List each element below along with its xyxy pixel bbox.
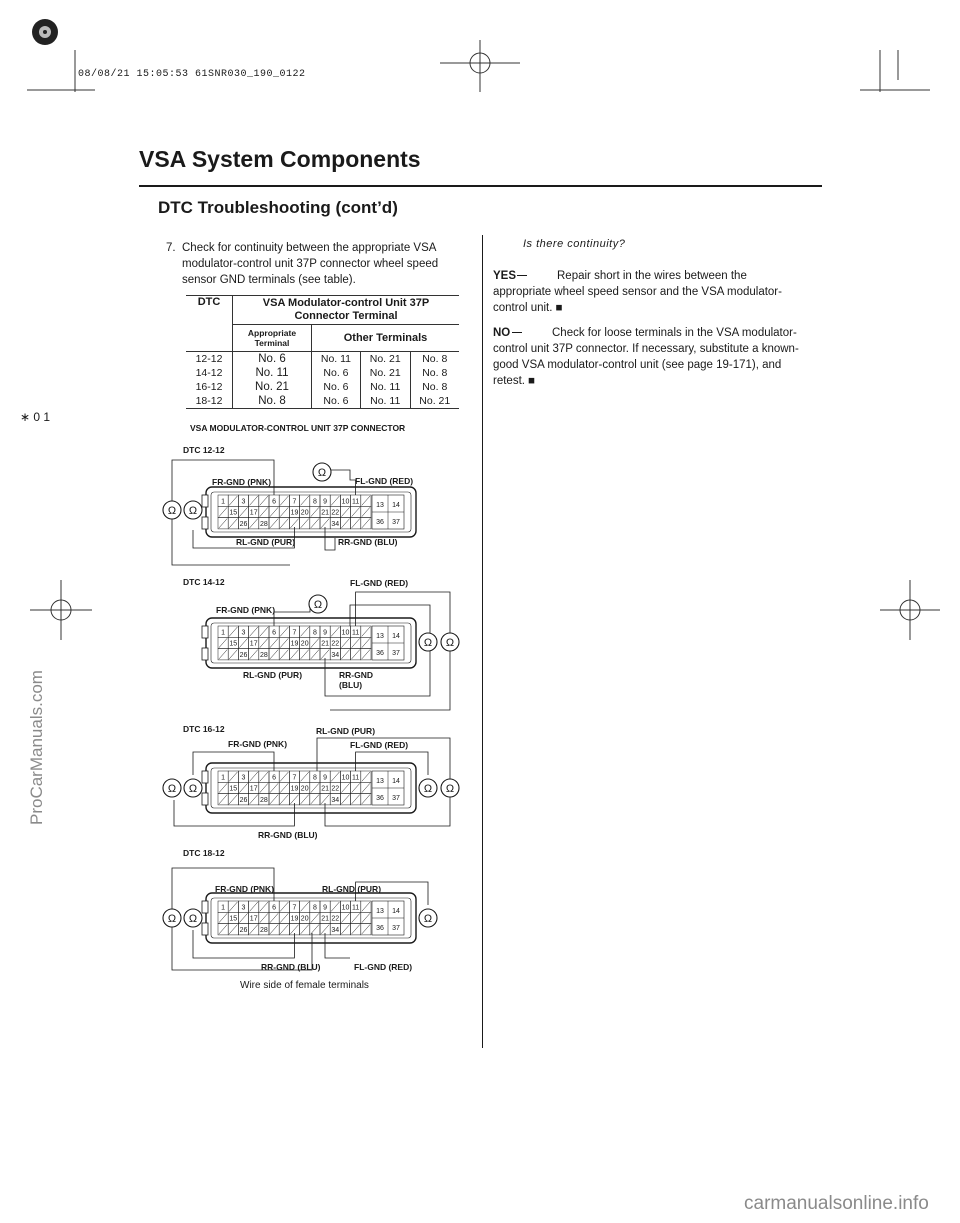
pin-number: 19	[290, 509, 299, 517]
no-label: NO	[493, 327, 511, 339]
yes-label: YES	[493, 270, 517, 282]
wire-label: FL-GND (RED)	[350, 578, 409, 588]
pin-number: 1	[221, 498, 226, 506]
ohmmeter-icon	[441, 633, 459, 651]
pin-number: 36	[376, 795, 384, 802]
pin-number: 19	[290, 785, 299, 793]
col-appropriate-header: Appropriate Terminal	[233, 325, 312, 352]
pin-number: 13	[376, 778, 384, 785]
step-number: 7.	[166, 242, 176, 254]
wire-label: FR-GND (PNK)	[215, 884, 275, 894]
pin-number: 9	[323, 774, 328, 782]
pin-number: 36	[376, 925, 384, 932]
pin-number: 37	[392, 795, 400, 802]
svg-text:Ω: Ω	[423, 913, 433, 925]
pin-number: 11	[352, 904, 360, 912]
pin-number: 17	[249, 915, 258, 923]
wire-label: RR-GND	[339, 670, 373, 680]
ohmmeter-icon	[184, 909, 202, 927]
wire-label: RL-GND (PUR)	[243, 670, 303, 680]
wire-label: RL-GND (PUR)	[322, 884, 382, 894]
pin-number: 17	[249, 785, 258, 793]
pin-number: 26	[239, 651, 248, 659]
cell-appropriate: No. 11	[233, 366, 312, 380]
ohmmeter-icon	[441, 779, 459, 797]
pin-number: 10	[341, 498, 350, 506]
svg-text:Ω: Ω	[313, 599, 323, 611]
pin-number: 22	[331, 640, 340, 648]
pin-number: 9	[323, 629, 328, 637]
cell-other: No. 21	[419, 395, 451, 407]
wire-label: RL-GND (PUR)	[316, 726, 376, 736]
wire-label: RL-GND (PUR)	[236, 537, 296, 547]
ohmmeter-icon	[163, 501, 181, 519]
wire-label: FL-GND (RED)	[350, 740, 409, 750]
pin-number: 9	[323, 904, 328, 912]
pin-number: 28	[260, 926, 268, 934]
pin-number: 37	[392, 519, 400, 526]
pin-number: 8	[312, 904, 317, 912]
pin-number: 22	[331, 915, 340, 923]
pin-number: 21	[321, 509, 329, 517]
ohmmeter-icon	[163, 779, 181, 797]
diagram-dtc-label: DTC 14-12	[183, 577, 225, 587]
wire-label: FL-GND (RED)	[354, 962, 413, 972]
pin-number: 28	[260, 796, 268, 804]
watermark-bottom: carmanualsonline.info	[744, 1193, 929, 1214]
ohmmeter-icon	[419, 779, 437, 797]
pin-number: 8	[312, 629, 317, 637]
pin-number: 10	[341, 774, 350, 782]
svg-text:Ω: Ω	[423, 783, 433, 795]
pin-number: 3	[241, 904, 246, 912]
pin-number: 14	[392, 633, 400, 640]
pin-number: 34	[331, 651, 340, 659]
connector-title: VSA MODULATOR-CONTROL UNIT 37P CONNECTOR	[190, 423, 406, 433]
pin-number: 1	[221, 904, 226, 912]
pin-number: 21	[321, 915, 329, 923]
col-group-header: VSA Modulator-control Unit 37P Connector Terminal	[233, 296, 460, 325]
cell-other: No. 6	[312, 366, 361, 380]
svg-text:Ω: Ω	[188, 783, 198, 795]
diagram-dtc-label: DTC 16-12	[183, 724, 225, 734]
step-text: Check for continuity between the appropriate VSA modulator-control unit 37P connector wheel speed sensor GND terminals (see table).	[182, 242, 439, 286]
pin-number: 21	[321, 785, 329, 793]
svg-text:Ω: Ω	[423, 637, 433, 649]
svg-text:Ω: Ω	[445, 637, 455, 649]
cell-other: No. 8	[422, 353, 448, 365]
ohmmeter-icon	[184, 779, 202, 797]
pin-number: 20	[300, 640, 309, 648]
end-mark-icon: ■	[528, 375, 536, 387]
yes-text: Repair short in the wires between the appropriate wheel speed sensor and the VSA modulator-control unit.	[493, 270, 782, 314]
svg-text:Ω: Ω	[167, 783, 177, 795]
connector-37p	[202, 487, 416, 537]
ohmmeter-icon	[309, 595, 327, 613]
pin-number: 6	[272, 629, 277, 637]
cell-dtc: 16-12	[186, 380, 233, 394]
wire-label: FL-GND (RED)	[355, 476, 414, 486]
section-title: DTC Troubleshooting (cont’d)	[158, 198, 398, 217]
pin-number: 7	[292, 629, 297, 637]
pin-number: 28	[260, 651, 268, 659]
print-stamp: 08/08/21 15:05:53 61SNR030_190_0122	[78, 69, 306, 80]
ohmmeter-icon	[419, 909, 437, 927]
cell-appropriate: No. 8	[233, 394, 312, 409]
pin-number: 15	[229, 785, 238, 793]
cell-other: No. 11	[312, 352, 361, 367]
pin-number: 34	[331, 926, 340, 934]
connector-37p	[202, 763, 416, 813]
pin-number: 8	[312, 774, 317, 782]
pin-number: 14	[392, 908, 400, 915]
pin-number: 22	[331, 785, 340, 793]
pin-number: 21	[321, 640, 329, 648]
pin-number: 1	[221, 774, 226, 782]
pin-number: 37	[392, 925, 400, 932]
pin-number: 9	[323, 498, 328, 506]
question: Is there continuity?	[523, 238, 626, 250]
pin-number: 7	[292, 498, 297, 506]
wire-label: RR-GND (BLU)	[261, 962, 321, 972]
pin-number: 26	[239, 926, 248, 934]
svg-text:Ω: Ω	[317, 467, 327, 479]
cell-other: No. 21	[360, 366, 410, 380]
side-mark: ∗ 0 1	[20, 410, 51, 424]
wire-label: (BLU)	[339, 680, 363, 690]
ohmmeter-icon	[184, 501, 202, 519]
cell-other: No. 6	[312, 380, 361, 394]
cell-other: No. 11	[360, 380, 410, 394]
cell-other: No. 8	[422, 367, 448, 379]
cell-other: No. 11	[360, 394, 410, 409]
cell-dtc: 18-12	[186, 394, 233, 409]
ohmmeter-icon	[313, 463, 331, 481]
cell-other: No. 8	[422, 381, 448, 393]
no-text: Check for loose terminals in the VSA modulator-control unit 37P connector. If necessary, substitute a known-good VSA modulator-control unit (see page 19-171), and retest.	[493, 327, 799, 387]
pin-number: 14	[392, 502, 400, 509]
col-other-header: Other Terminals	[343, 332, 428, 344]
connector-37p	[202, 893, 416, 943]
pin-number: 11	[352, 629, 360, 637]
pin-number: 17	[249, 640, 258, 648]
pin-number: 26	[239, 796, 248, 804]
svg-text:Ω: Ω	[167, 505, 177, 517]
pin-number: 8	[312, 498, 317, 506]
pin-number: 6	[272, 904, 277, 912]
pin-number: 19	[290, 915, 299, 923]
pin-number: 3	[241, 774, 246, 782]
pin-number: 1	[221, 629, 226, 637]
cell-dtc: 14-12	[186, 366, 233, 380]
pin-number: 13	[376, 908, 384, 915]
wire-label: FR-GND (PNK)	[212, 477, 272, 487]
pin-number: 26	[239, 520, 248, 528]
ohmmeter-icon	[163, 909, 181, 927]
pin-number: 7	[292, 774, 297, 782]
pin-number: 17	[249, 509, 258, 517]
pin-number: 28	[260, 520, 268, 528]
pin-number: 3	[241, 498, 246, 506]
pin-number: 36	[376, 650, 384, 657]
cell-dtc: 12-12	[186, 352, 233, 367]
diagram-dtc-label: DTC 18-12	[183, 848, 225, 858]
svg-text:Ω: Ω	[445, 783, 455, 795]
no-text-block	[493, 325, 808, 389]
pin-number: 11	[352, 498, 360, 506]
cell-appropriate: No. 21	[233, 380, 312, 394]
pin-number: 34	[331, 520, 340, 528]
pin-number: 19	[290, 640, 299, 648]
pin-number: 15	[229, 915, 238, 923]
pin-number: 14	[392, 778, 400, 785]
svg-text:Ω: Ω	[167, 913, 177, 925]
pin-number: 15	[229, 509, 238, 517]
diagram-dtc-label: DTC 12-12	[183, 445, 225, 455]
pin-number: 20	[300, 509, 309, 517]
wire-label: RR-GND (BLU)	[258, 830, 318, 840]
wire-label: RR-GND (BLU)	[338, 537, 398, 547]
connector-37p	[202, 618, 416, 668]
pin-number: 36	[376, 519, 384, 526]
pin-number: 3	[241, 629, 246, 637]
cell-other: No. 21	[360, 352, 410, 367]
cell-appropriate: No. 6	[233, 352, 312, 367]
ohmmeter-icon	[419, 633, 437, 651]
cell-other: No. 6	[312, 394, 361, 409]
end-mark-icon: ■	[555, 302, 563, 314]
pin-number: 10	[341, 904, 350, 912]
pin-number: 6	[272, 498, 277, 506]
pin-number: 15	[229, 640, 238, 648]
pin-number: 13	[376, 502, 384, 509]
svg-text:Ω: Ω	[188, 505, 198, 517]
pin-number: 34	[331, 796, 340, 804]
col-dtc-header: DTC	[186, 296, 233, 352]
wire-side-caption: Wire side of female terminals	[240, 980, 369, 991]
pin-number: 20	[300, 915, 309, 923]
pin-number: 22	[331, 509, 340, 517]
pin-number: 10	[341, 629, 350, 637]
wire-label: FR-GND (PNK)	[216, 605, 276, 615]
svg-text:Ω: Ω	[188, 913, 198, 925]
pin-number: 6	[272, 774, 277, 782]
watermark-side: ProCarManuals.com	[27, 670, 46, 825]
pin-number: 13	[376, 633, 384, 640]
pin-number: 11	[352, 774, 360, 782]
page-title: VSA System Components	[139, 146, 421, 172]
pin-number: 7	[292, 904, 297, 912]
yes-text-block	[493, 268, 793, 316]
pin-number: 20	[300, 785, 309, 793]
pin-number: 37	[392, 650, 400, 657]
wire-label: FR-GND (PNK)	[228, 739, 288, 749]
